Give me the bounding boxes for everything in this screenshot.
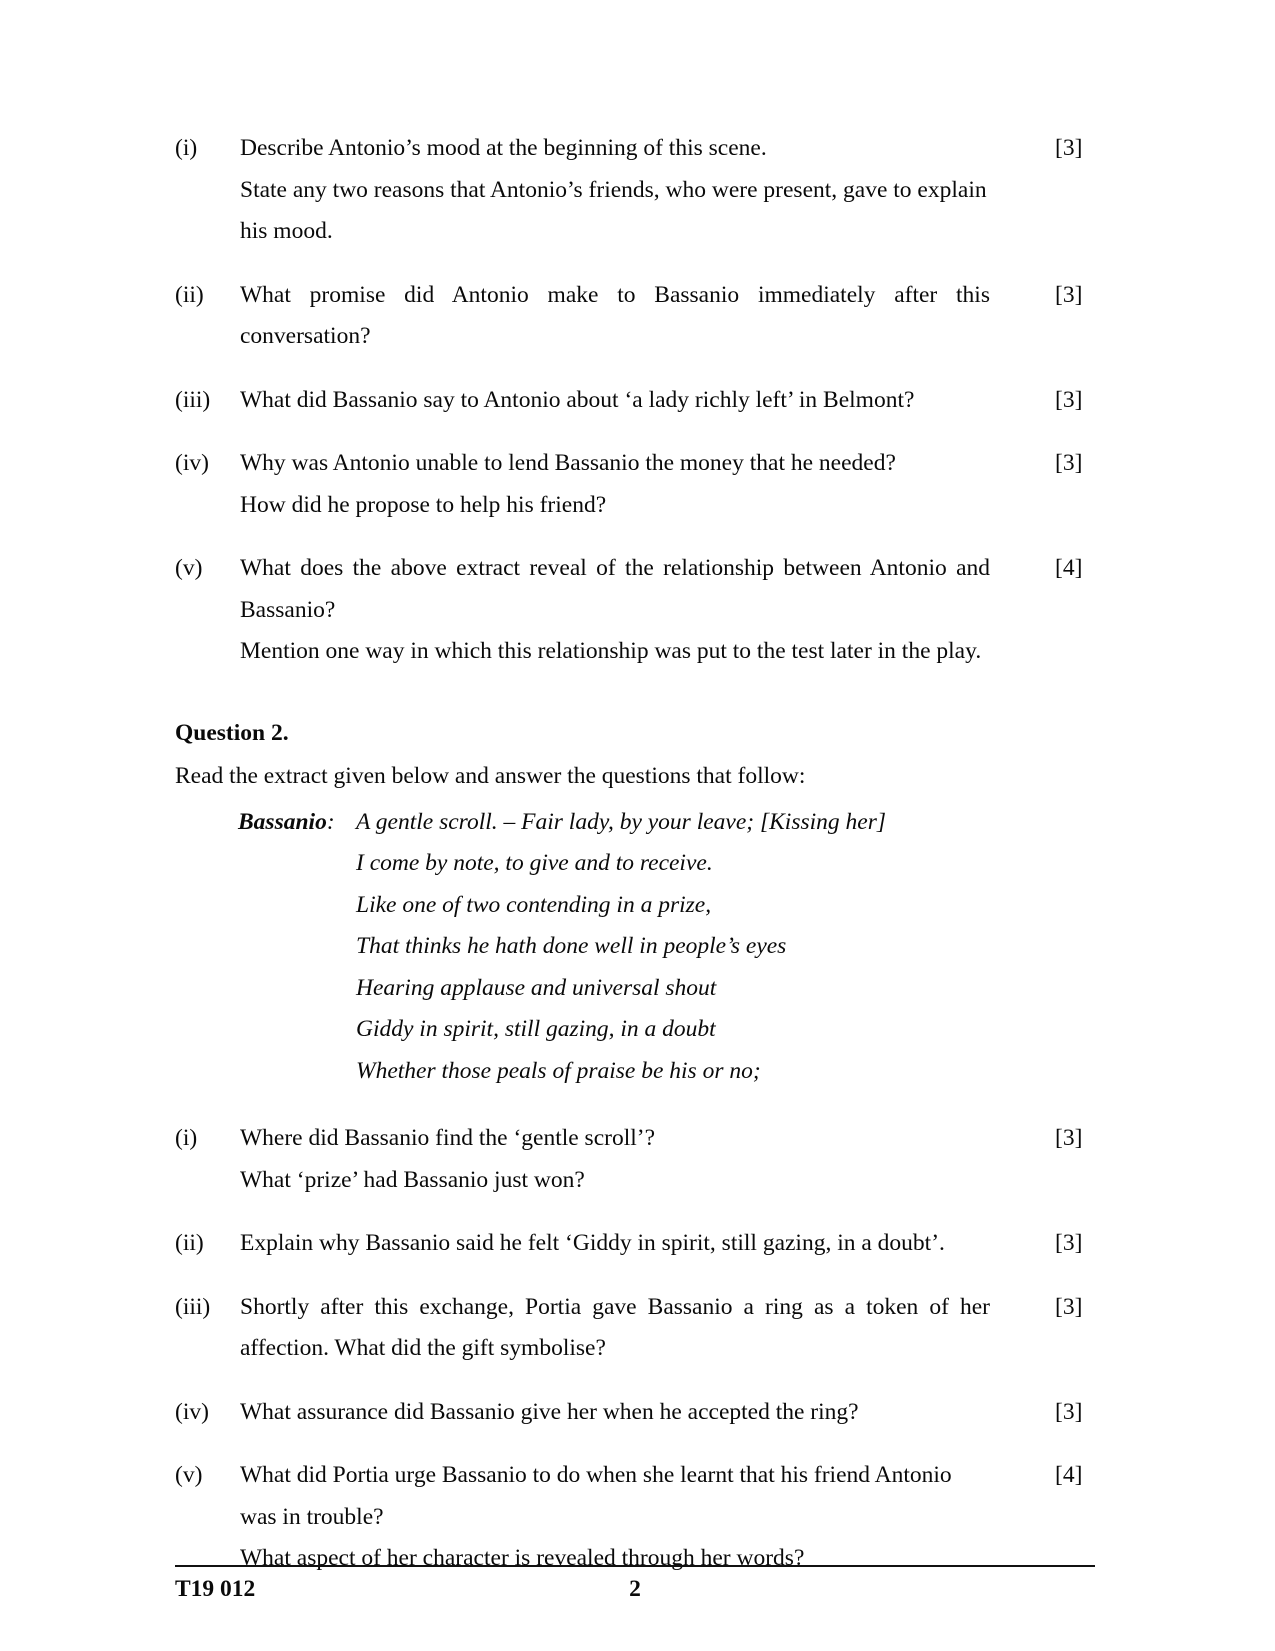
question-number: (i) xyxy=(175,135,198,161)
question-line xyxy=(175,548,990,631)
marks-badge: [3] xyxy=(1055,1293,1083,1320)
extract-line xyxy=(238,1009,1095,1051)
question-body xyxy=(175,380,990,422)
question-text: Why was Antonio unable to lend Bassanio the money that he needed? xyxy=(240,450,896,476)
marks-badge: [3] xyxy=(1055,281,1083,308)
question-number: (iii) xyxy=(175,386,211,413)
question-number: (v) xyxy=(175,555,203,581)
extract-line xyxy=(238,1051,1095,1093)
question-text: What assurance did Bassanio give her when he accepted the ring? xyxy=(240,1398,859,1425)
marks-badge: [4] xyxy=(1055,1462,1083,1488)
question-number: (i) xyxy=(175,1125,198,1151)
question-body xyxy=(175,548,990,673)
question-line xyxy=(175,128,990,170)
speaker-label xyxy=(238,802,335,844)
question-text: Describe Antonio’s mood at the beginning of this scene. xyxy=(240,135,767,161)
question-number: (iv) xyxy=(175,1398,209,1425)
question-item xyxy=(175,548,1095,673)
question-item xyxy=(175,1118,1095,1201)
question-text: Mention one way in which this relationship was put to the test later in the play. xyxy=(240,638,982,664)
extract-text: That thinks he hath done well in people’s eyes xyxy=(356,933,787,959)
speaker-colon: : xyxy=(326,808,335,835)
paper-code: T19 012 xyxy=(175,1576,256,1602)
extract-line xyxy=(238,802,1095,844)
question-body xyxy=(175,1392,990,1434)
question-item xyxy=(175,275,1095,358)
question-body xyxy=(175,275,990,358)
speaker-name: Bassanio xyxy=(238,808,327,835)
question-text: Explain why Bassanio said he felt ‘Giddy in spirit, still gazing, in a doubt’. xyxy=(240,1230,945,1256)
question-text: How did he propose to help his friend? xyxy=(240,491,607,518)
question-body xyxy=(175,443,990,526)
extract-text: Whether those peals of praise be his or no; xyxy=(356,1057,761,1084)
question-1-items xyxy=(175,128,1095,673)
extract-text: A gentle scroll. – Fair lady, by your leave; [Kissing her] xyxy=(356,808,886,835)
marks-badge: [3] xyxy=(1055,1398,1083,1425)
question-line xyxy=(175,1223,990,1265)
page-content xyxy=(175,128,1095,1580)
question-line xyxy=(175,443,990,485)
question-line xyxy=(175,631,990,673)
question-item xyxy=(175,443,1095,526)
question-item xyxy=(175,1223,1095,1265)
question-body xyxy=(175,1287,990,1370)
marks-badge: [3] xyxy=(1055,450,1083,476)
question-line xyxy=(175,1160,990,1202)
marks-badge: [3] xyxy=(1055,1125,1083,1151)
extract-line xyxy=(238,885,1095,927)
question-line xyxy=(175,1287,990,1370)
question-text: What ‘prize’ had Bassanio just won? xyxy=(240,1166,585,1193)
question-line xyxy=(175,380,990,422)
question-text: State any two reasons that Antonio’s friends, who were present, gave to explain his mood. xyxy=(240,176,987,244)
extract-passage xyxy=(238,802,1095,1093)
question-2-heading: Question 2. xyxy=(175,719,289,746)
question-body xyxy=(175,1455,990,1580)
question-number: (iii) xyxy=(175,1293,211,1320)
question-item xyxy=(175,380,1095,422)
question-2-instruction: Read the extract given below and answer the questions that follow: xyxy=(175,763,806,789)
question-2-items xyxy=(175,1118,1095,1580)
question-line xyxy=(175,1118,990,1160)
question-text: What does the above extract reveal of the relationship between Antonio and Bassanio? xyxy=(240,555,990,623)
page-number: 2 xyxy=(629,1576,641,1602)
question-text: What aspect of her character is revealed through her words? xyxy=(240,1545,805,1571)
question-body xyxy=(175,1223,990,1265)
question-number: (iv) xyxy=(175,450,209,476)
question-text: Shortly after this exchange, Portia gave Bassanio a ring as a token of her affection. What did the gift symbolise? xyxy=(240,1293,990,1361)
question-line xyxy=(175,1455,990,1538)
question-number: (v) xyxy=(175,1462,203,1488)
marks-badge: [3] xyxy=(1055,386,1083,413)
extract-text: Giddy in spirit, still gazing, in a doubt xyxy=(356,1016,716,1042)
question-body xyxy=(175,1118,990,1201)
question-line xyxy=(175,485,990,527)
question-number: (ii) xyxy=(175,281,204,308)
page-footer xyxy=(175,1565,1095,1608)
extract-text: Hearing applause and universal shout xyxy=(356,974,717,1001)
question-line xyxy=(175,275,990,358)
footer-row xyxy=(175,1574,1095,1608)
extract-text: I come by note, to give and to receive. xyxy=(356,850,713,876)
extract-text: Like one of two contending in a prize, xyxy=(356,891,712,918)
question-item xyxy=(175,1455,1095,1580)
question-text: What did Bassanio say to Antonio about ‘a lady richly left’ in Belmont? xyxy=(240,386,915,413)
question-line xyxy=(175,170,990,253)
question-text: What promise did Antonio make to Bassanio immediately after this conversation? xyxy=(240,281,990,349)
question-item xyxy=(175,1392,1095,1434)
question-text: What did Portia urge Bassanio to do when she learnt that his friend Antonio was in trouble? xyxy=(240,1462,952,1530)
question-line xyxy=(175,1392,990,1434)
extract-line xyxy=(238,968,1095,1010)
extract-line xyxy=(238,926,1095,968)
marks-badge: [4] xyxy=(1055,555,1083,581)
marks-badge: [3] xyxy=(1055,135,1083,161)
footer-divider xyxy=(175,1565,1095,1567)
question-item xyxy=(175,128,1095,253)
question-2-block xyxy=(175,713,1095,1580)
question-number: (ii) xyxy=(175,1230,204,1256)
question-text: Where did Bassanio find the ‘gentle scroll’? xyxy=(240,1125,656,1151)
question-body xyxy=(175,128,990,253)
question-item xyxy=(175,1287,1095,1370)
marks-badge: [3] xyxy=(1055,1230,1083,1256)
extract-line xyxy=(238,843,1095,885)
